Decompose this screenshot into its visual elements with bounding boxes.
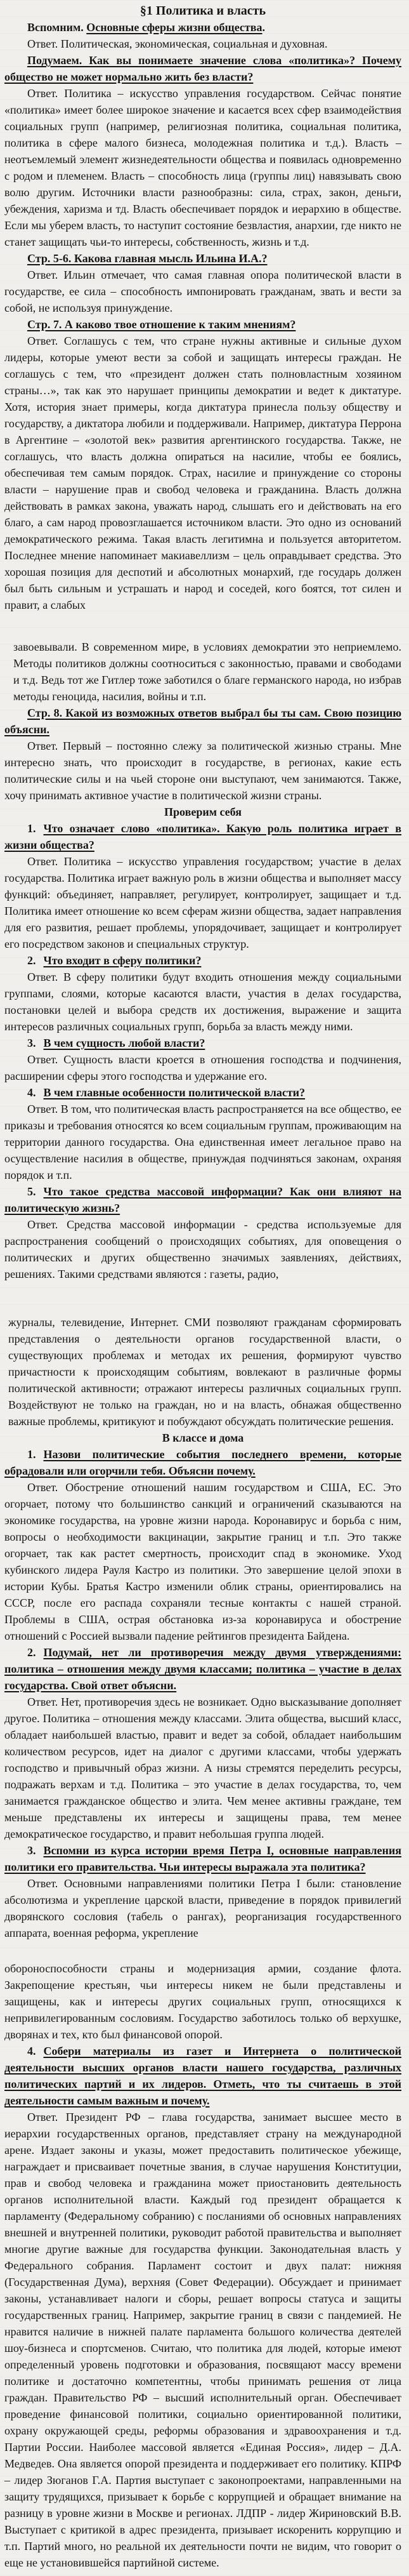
- answer-politika-vlast: Ответ. Политика – искусство управления государством. Сейчас понятие «политика» имеет более широкое значение и касается всех сфер взаимодействия социальных групп (например, религиозная политика, социальная политика, политика в сфере малого бизнеса, молодежная политика и т.д.). Власть – неотъемлемый элемент жизнедеятельности общества и появилась одновременно с родом и племенем. Власть – способность лица (группы лиц) навязывать свою волю другим. Источники власти разнообразны: сила, страх, закон, деньги, убеждения, харизма и тд. Власть обеспечивает порядок и иерархию в обществе. Если мы уберем власть, то наступит состояние безвластия, анархии, где никто не станет защищать чьи-то интересы, собственность, жизнь и т.д.: [4, 87, 401, 248]
- answer-ilyin: Ответ. Ильин отмечает, что самая главная опора политической власти в государстве, ее сила – способность импонировать гражданам, звать и вести за собой, не используя принуждение.: [4, 269, 401, 314]
- answer-klass-3-part-1: Ответ. Основными направлениями политики Петра I были: становление абсолютизма и укрепление царской власти, приведение в порядок привилегий дворянского сословия (табель о рангах), реорганизация государственного аппарата, военная реформа, укрепление: [4, 1877, 401, 1939]
- heading-vspomnim-underlined: Основные сферы жизни общества: [86, 21, 263, 34]
- answer-str-8: Ответ. Первый – постоянно слежу за политической жизнью страны. Мне интересно знать, что происходит в государстве, в регионах, какие есть политические силы и на чьей стороне они выступают, чем занимаются. Также, хочу принимать активное участие в политической жизни страны.: [4, 740, 401, 802]
- question-proverim-2-number: 2.: [27, 954, 36, 967]
- heading-str-8: [4, 705, 401, 738]
- question-klass-1-number: 1.: [27, 1448, 36, 1461]
- answer-proverim-5-part-1: Ответ. Средства массовой информации - средства используемые для распространения сообщений о происходящих событиях, для оповещения о политических и других общественно значимых заявлениях, действиях, решениях. Такими средствами являются : газеты, радио,: [4, 1218, 401, 1280]
- question-klass-3: [4, 1842, 401, 1875]
- answer-proverim-5-part-2: журналы, телевидение, Интернет. СМИ позволяют гражданам сформировать представления о деятельности органов государственной власти, о существующих проблемах и методах их решения, формируют чувство причастности к происходящим событиям, вовлекают в различные формы политической активности; отражают интересы различных социальных групп. Воздействуют не только на граждан, но и на власть, обнажая общественно важные проблемы, критикуют и побуждают обсуждать политические решения.: [8, 1316, 401, 1428]
- section-proverim-sebya: Проверим себя: [164, 806, 242, 818]
- answer-str-7-part-1: Ответ. Соглашусь с тем, что стране нужны активные и сильные духом лидеры, которые умеют вести за собой и защищать интересы граждан. Не соглашусь с тем, что «президент должен стать полновластным хозяином страны…», так как это нарушает принципы демократии и ведет к диктатуре. Хотя, история знает примеры, когда диктатура принесла пользу обществу и государству, а диктатора любили и поддерживали. Например, диктатура Перрона в Аргентине – «золотой век» развития аргентинского государства. Также, не соглашусь, что власть должна опираться на насилие, чтобы ее боялись, обеспечивая тем самым порядок. Страх, насилие и принуждение со стороны власти – нарушение прав и свобод человека и гражданина. Власть должна действовать в рамках закона, уважать народ, слышать его и действовать на его благо, а сам народ провозглашается источником власти. Это одно из оснований демократического режима. Такая власть легитимна и пользуется авторитетом. Последнее мнение напоминает макиавеллизм – цель оправдывает средства. Это хорошая позиция для деспотий и абсолютных монархий, где государь должен был быть сильным и устрашать и народ и соседей, кого боятся, тот силен и правит, а слабых: [4, 335, 401, 611]
- question-klass-3-text: Вспомни из курса истории время Петра I, основные направления политики его правительства. Чьи интересы выражала эта политика?: [4, 1844, 401, 1873]
- answer-proverim-2: Ответ. В сферу политики будут входить отношения между социальными группами, слоями, которые касаются власти, участия в делах государства, постановки целей и выбора средств их достижения, выражение и защита интересов различных социальных групп, борьба за власть между ними.: [4, 971, 401, 1033]
- question-klass-4-number: 4.: [27, 2045, 36, 2057]
- question-proverim-5-number: 5.: [27, 1185, 36, 1198]
- heading-vspomnim: [4, 19, 401, 36]
- heading-str-5-6-text: Стр. 5-6. Какова главная мысль Ильина И.А.?: [27, 252, 268, 265]
- answer-proverim-1: Ответ. Политика – искусство управления государством; участие в делах государства. Политика играет важную роль в жизни общества и выполняет массу функций: объединяет, направляет, регулирует, контролирует, защищает и т.д. Политика имеет отношение ко всем сферам жизни общества, задает направления для его развития, решает проблемы, упорядочивает, защищает и контролирует его посредством законов и специальных структур.: [4, 855, 401, 950]
- answer-klass-3-part-2: обороноспособности страны и модернизация армии, создание флота. Закрепощение крестьян, чьи интересы никем не были представлены и защищены, как и интересы других социальных групп, относящихся к непривилегированным сословиям. Государство заботилось только об верхушке, дворянах и тех, кто был финансовой опорой.: [4, 1962, 401, 2041]
- heading-podumaem: [4, 52, 401, 85]
- question-proverim-2: [4, 952, 401, 969]
- question-klass-4-text: Собери материалы из газет и Интернета о политической деятельности высших органов власти нашего государства, различных политических партий и их лидеров. Отметь, что ты считаешь в этой деятельности самым важным и почему.: [4, 2045, 401, 2107]
- page-title: §1 Политика и власть: [140, 4, 266, 18]
- question-proverim-3-number: 3.: [27, 1037, 36, 1049]
- heading-str-8-text: Стр. 8. Какой из возможных ответов выбрал бы ты сам. Свою позицию объясни.: [4, 707, 401, 736]
- question-klass-2: [4, 1644, 401, 1694]
- section-v-klasse-i-doma: В классе и дома: [162, 1431, 244, 1444]
- heading-podumaem-text: Подумаем. Как вы понимаете значение слова «политика»? Почему общество не может нормально жить без власти?: [4, 54, 401, 83]
- question-proverim-5: [4, 1183, 401, 1216]
- question-proverim-1-text: Что означает слово «политика». Какую роль политика играет в жизни общества?: [4, 822, 401, 851]
- question-proverim-4-number: 4.: [27, 1086, 36, 1099]
- question-klass-4: [4, 2043, 401, 2109]
- heading-vspomnim-tail: .: [262, 21, 265, 34]
- question-proverim-1: [4, 820, 401, 853]
- question-klass-2-text: Подумай, нет ли противоречия между двумя утверждениями: политика – отношения между двумя классами; политика – участие в делах государства. Свой ответ объясни.: [4, 1646, 401, 1692]
- question-proverim-3-text: В чем сущность любой власти?: [43, 1037, 205, 1049]
- answer-spheres: Ответ. Политическая, экономическая, социальная и духовная.: [27, 37, 328, 50]
- question-proverim-4: [4, 1084, 401, 1101]
- answer-str-7-part-2: завоевывали. В современном мире, в условиях демократии это неприемлемо. Методы политиков должны соотноситься с законностью, правами и свободами и т.д. Ведь тот же Гитлер тоже заботился о благе германского народа, но избрав методы геноцида, насилия, войны и т.п.: [13, 641, 401, 703]
- answer-klass-1: Ответ. Обострение отношений нашим государством и США, ЕС. Это огорчает, потому что большинство санкций и ограничений сказываются на экономике государства, на уровне жизни народа. Коронавирус и борьба с ним, вопросы о необходимости вакцинации, закрытие границ и т.п. Это также огорчает, так как растет смертность, происходит спад в экономике. Уход кубинского лидера Рауля Кастро из политики. Это завершение целой эпохи в истории Кубы. Братья Кастро изменили облик страны, ориентировались на СССР, после его распада сохраняли тесные контакты с нашей страной. Проблемы в США, острая обстановка из-за коронавируса и обострение отношений с Россией вызвали падение рейтингов президента Байдена.: [4, 1481, 401, 1642]
- question-proverim-3: [4, 1035, 401, 1051]
- heading-str-7: [4, 316, 401, 333]
- question-proverim-2-text: Что входит в сферу политики?: [43, 954, 202, 967]
- question-proverim-5-text: Что такое средства массовой информации? Как они влияют на политическую жизнь?: [4, 1185, 401, 1214]
- heading-str-5-6: [4, 250, 401, 267]
- answer-proverim-4: Ответ. В том, что политическая власть распространяется на все общество, ее приказы и требования относятся ко всем социальным группам, проживающим на территории данного государства. Она единственная имеет легальное право на осуществление насилия в обществе, принуждая подчиняться законам, охраняя порядок и т.п.: [4, 1103, 401, 1181]
- question-klass-1: [4, 1446, 401, 1479]
- question-klass-2-number: 2.: [27, 1646, 36, 1659]
- answer-klass-2: Ответ. Нет, противоречия здесь не возникает. Одно высказывание дополняет другое. Политика – отношения между классами. Элита общества, высший класс, обладает наибольшей властью, правит и ведет за собой, обладает наибольшим количеством ресурсов, идет на диалог с другими классами, чтобы удержать господство и привычный образ жизни. А низы стремятся переделить ресурсы, подражать верхам и т.д. Политика – это участие в делах государства, то, чем занимается гражданское общество и элита. Чем менее активны граждане, тем меньше представлены их интересы и защищены права, тем менее демократическое государство, и правит небольшая группа людей.: [4, 1696, 401, 1840]
- question-klass-1-text: Назови политические события последнего времени, которые обрадовали или огорчили тебя. Объясни почему.: [4, 1448, 401, 1477]
- question-proverim-4-text: В чем главные особенности политической власти?: [43, 1086, 306, 1099]
- question-klass-3-number: 3.: [27, 1844, 36, 1857]
- heading-str-7-text: Стр. 7. А каково твое отношение к таким мнениям?: [27, 318, 296, 331]
- question-proverim-1-number: 1.: [27, 822, 36, 835]
- answer-proverim-3: Ответ. Сущность власти кроется в отношения господства и подчинения, расширении сферы этого господства и удержание его.: [4, 1053, 401, 1082]
- answer-klass-4: Ответ. Президент РФ – глава государства, занимает высшее место в иерархии государственных органов, представляет страну на международной арене. Издает законы и указы, может предоставить политическое убежище, награждает и присваивает почетные звания, в случае нарушения Конституции, прав и свобод человека и гражданина может приостановить деятельность органов исполнительной власти. Каждый год президент обращается к парламенту (Федеральному собранию) с посланиями об основных направлениях внешней и внутренней политики, руководит работой правительства и выполняет многие другие важные для государства функции. Законодательная власть у Федерального собрания. Парламент состоит и двух палат: нижняя (Государственная Дума), верхняя (Совет Федерации). Обсуждает и принимает законы, устанавливает налоги и сборы, решает вопросы статуса и защиты государственных границ. Например, закрытие границ в связи с пандемией. Не нравится наличие в нижней палате парламента большого количества деятелей шоу-бизнеса и спортсменов. Считаю, что политика для людей, которые имеют определенный уровень подготовки и образования, посвящают массу времени политике и достаточно компетентны, чтобы принимать решения от лица граждан. Правительство РФ – высший исполнительный орган. Обеспечивает проведение финансовой политики, социально ориентированной политики, охрану окружающей среды, реформы образования и здравоохранения и т.д. Партии России. Наиболее массовой является «Единая Россия», лидер – Д.А. Медведев. Она является опорой президента и поддерживает его политику. КПРФ – лидер Зюганов Г.А. Партия выступает с законопроектами, направленными на защиту трудящихся, призывает к борьбе с коррупцией и обращает внимание на разницу в уровне жизни в Москве и регионах. ЛДПР - лидер Жириновский В.В. Выступает с критикой в адрес президента, призывает искоренить коррупцию и т.п. Партий много, но реальной их деятельности почти не видим, что говорит о еще не установившейся партийной системе.: [4, 2111, 401, 2569]
- heading-vspomnim-prefix: Вспомним.: [27, 21, 87, 34]
